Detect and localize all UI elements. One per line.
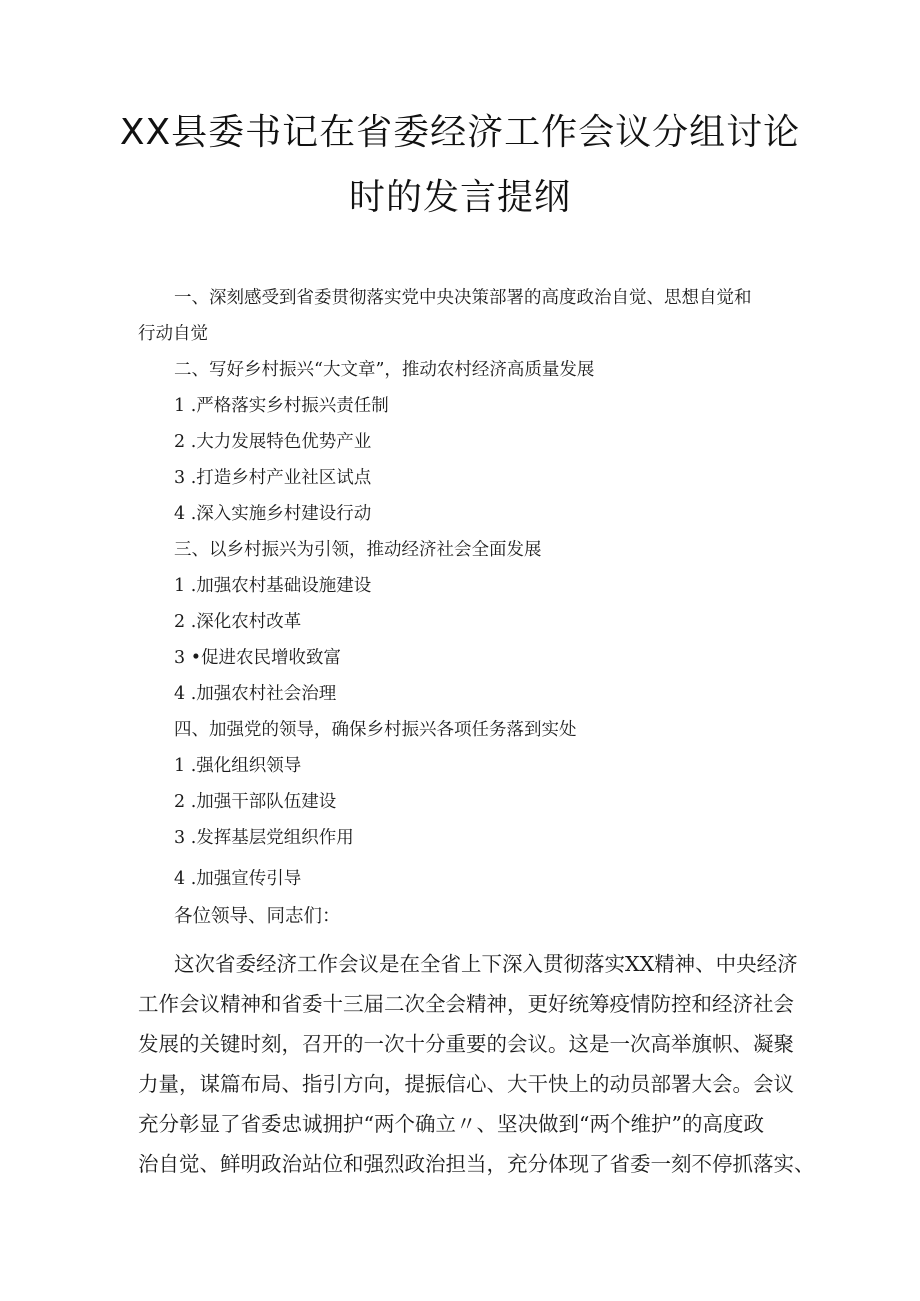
body-line: 发展的关键时刻，召开的一次十分重要的会议。这是一次高举旗帜、凝聚 — [138, 1032, 794, 1056]
body-line: 工作会议精神和省委十三届二次全会精神，更好统筹疫情防控和经济社会 — [138, 992, 794, 1016]
outline-section-4-item: 4 .加强宣传引导 — [174, 869, 302, 889]
body-line: 这次省委经济工作会议是在全省上下深入贯彻落实XX精神、中央经济 — [174, 952, 798, 976]
outline-section-2-item: 4 .深入实施乡村建设行动 — [174, 504, 372, 524]
outline-section-3-item: 2 .深化农村改革 — [174, 612, 302, 632]
outline-section-2: 二、写好乡村振兴“大文章”，推动农村经济高质量发展 — [174, 360, 595, 380]
outline-section-3-item: 1 .加强农村基础设施建设 — [174, 576, 372, 596]
outline-section-3: 三、以乡村振兴为引领，推动经济社会全面发展 — [174, 540, 542, 560]
outline-section-3-item: 3 •促进农民增收致富 — [174, 648, 342, 668]
outline-section-4-item: 3 .发挥基层党组织作用 — [174, 828, 354, 848]
outline-section-1-line-1: 一、深刻感受到省委贯彻落实党中央决策部署的高度政治自觉、思想自觉和 — [174, 288, 752, 308]
outline-section-1-line-2: 行动自觉 — [138, 324, 208, 344]
outline-section-4-item: 1 .强化组织领导 — [174, 756, 302, 776]
outline-section-2-item: 1 .严格落实乡村振兴责任制 — [174, 396, 389, 416]
outline-section-3-item: 4 .加强农村社会治理 — [174, 684, 337, 704]
document-title-line-2: 时的发言提纲 — [348, 177, 571, 218]
salutation: 各位领导、同志们： — [174, 906, 341, 927]
outline-section-2-item: 2 .大力发展特色优势产业 — [174, 432, 372, 452]
body-line: 充分彰显了省委忠诚拥护“两个确立〃、坚决做到“两个维护”的高度政 — [138, 1112, 764, 1136]
outline-section-4-item: 2 .加强干部队伍建设 — [174, 792, 337, 812]
body-line: 力量，谋篇布局、指引方向，提振信心、大干快上的动员部署大会。会议 — [138, 1072, 794, 1096]
body-line: 治自觉、鲜明政治站位和强烈政治担当，充分体现了省委一刻不停抓落实、 — [138, 1152, 815, 1176]
outline-section-4: 四、加强党的领导，确保乡村振兴各项任务落到实处 — [174, 720, 577, 740]
document-title-line-1: XX县委书记在省委经济工作会议分组讨论 — [119, 112, 801, 153]
outline-section-2-item: 3 .打造乡村产业社区试点 — [174, 468, 372, 488]
